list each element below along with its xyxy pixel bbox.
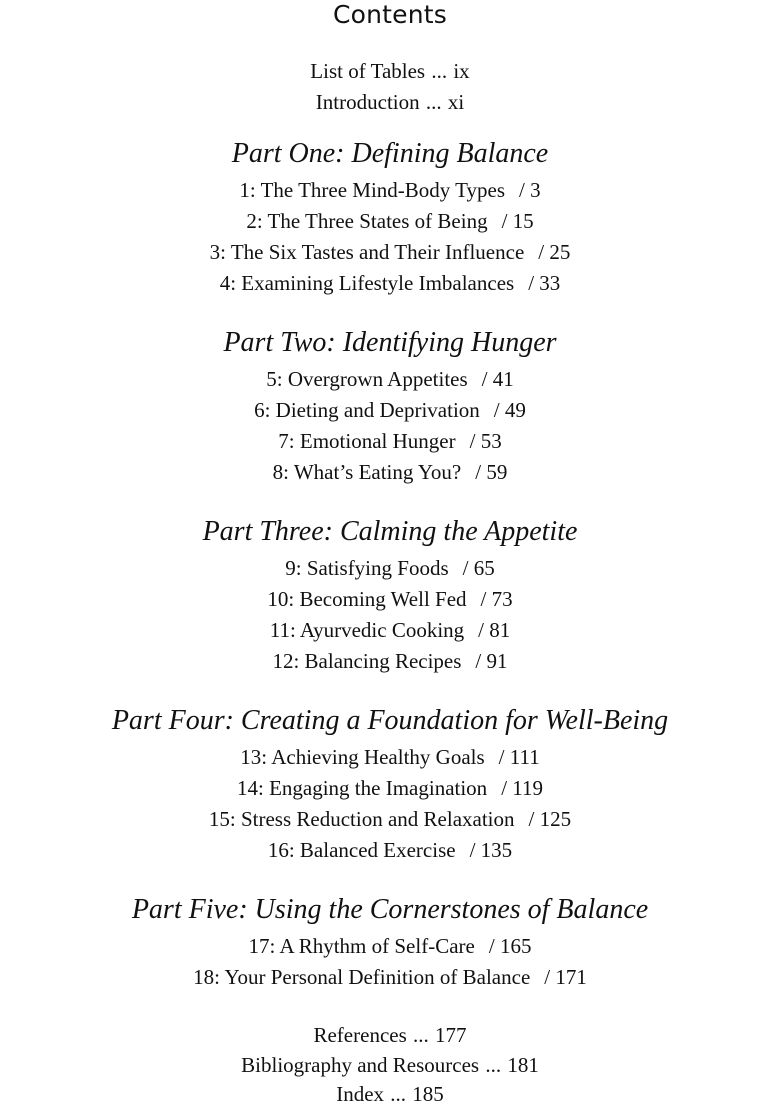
toc-entry-dots: ... bbox=[485, 1053, 502, 1077]
chapter-page: / 135 bbox=[469, 838, 513, 862]
toc-entry-chapter[interactable] bbox=[0, 237, 780, 268]
toc-entry-dots: ... bbox=[431, 59, 448, 83]
toc-entry-chapter[interactable] bbox=[0, 426, 780, 457]
chapter-page: / 53 bbox=[469, 429, 502, 453]
part-title: Part Three: Calming the Appetite bbox=[202, 516, 578, 547]
toc-entry-chapter[interactable] bbox=[0, 835, 780, 866]
chapter-page: / 91 bbox=[475, 649, 508, 673]
chapter-list bbox=[0, 553, 780, 677]
chapter-label: 3: The Six Tastes and Their Influence bbox=[209, 240, 525, 264]
toc-entry-list-of-tables[interactable] bbox=[0, 56, 780, 87]
chapter-page: / 171 bbox=[544, 965, 587, 989]
chapter-label: 14: Engaging the Imagination bbox=[236, 776, 488, 800]
toc-entry-chapter[interactable] bbox=[0, 773, 780, 804]
chapter-list bbox=[0, 742, 780, 866]
toc-entry-references[interactable] bbox=[0, 1020, 780, 1050]
chapter-page: / 59 bbox=[475, 460, 508, 484]
toc-entry-chapter[interactable] bbox=[0, 206, 780, 237]
chapter-page: / 49 bbox=[493, 398, 526, 422]
chapter-page: / 73 bbox=[480, 587, 513, 611]
chapter-list bbox=[0, 931, 780, 993]
toc-entry-dots: ... bbox=[390, 1082, 407, 1106]
toc-entry-chapter[interactable] bbox=[0, 175, 780, 206]
chapter-label: 8: What’s Eating You? bbox=[272, 460, 462, 484]
part-title: Part Five: Using the Cornerstones of Balance bbox=[131, 894, 649, 925]
toc-entry-chapter[interactable] bbox=[0, 804, 780, 835]
toc-entry-chapter[interactable] bbox=[0, 364, 780, 395]
chapter-label: 10: Becoming Well Fed bbox=[267, 587, 467, 611]
toc-entry-bibliography[interactable] bbox=[0, 1050, 780, 1080]
chapter-page: / 41 bbox=[481, 367, 514, 391]
chapter-page: / 33 bbox=[528, 271, 561, 295]
toc-entry-chapter[interactable] bbox=[0, 646, 780, 677]
chapter-page: / 165 bbox=[488, 934, 532, 958]
chapter-page: / 3 bbox=[519, 178, 541, 202]
chapter-label: 5: Overgrown Appetites bbox=[266, 367, 468, 391]
chapter-label: 6: Dieting and Deprivation bbox=[254, 398, 480, 422]
chapter-page: / 111 bbox=[498, 745, 540, 769]
toc-entry-chapter[interactable] bbox=[0, 553, 780, 584]
toc-entry-page: 181 bbox=[507, 1053, 539, 1077]
chapter-page: / 119 bbox=[501, 776, 543, 800]
toc-entry-page: 185 bbox=[412, 1082, 444, 1106]
chapter-label: 13: Achieving Healthy Goals bbox=[240, 745, 485, 769]
chapter-page: / 15 bbox=[501, 209, 534, 233]
chapter-list bbox=[0, 175, 780, 299]
chapter-label: 17: A Rhythm of Self-Care bbox=[248, 934, 475, 958]
chapter-list bbox=[0, 364, 780, 488]
chapter-label: 7: Emotional Hunger bbox=[278, 429, 456, 453]
toc-entry-title: Introduction bbox=[315, 90, 420, 114]
toc-entry-title: List of Tables bbox=[310, 59, 426, 83]
chapter-label: 11: Ayurvedic Cooking bbox=[269, 618, 465, 642]
toc-entry-title: Index bbox=[336, 1082, 385, 1106]
toc-entry-chapter[interactable] bbox=[0, 615, 780, 646]
toc-entry-title: Bibliography and Resources bbox=[241, 1053, 480, 1077]
toc-entry-title: References bbox=[313, 1023, 407, 1047]
part-title: Part Two: Identifying Hunger bbox=[223, 327, 557, 358]
chapter-page: / 25 bbox=[538, 240, 571, 264]
part-five-section bbox=[0, 893, 780, 993]
chapter-label: 4: Examining Lifestyle Imbalances bbox=[219, 271, 515, 295]
chapter-label: 16: Balanced Exercise bbox=[267, 838, 456, 862]
part-title: Part One: Defining Balance bbox=[231, 138, 549, 169]
toc-entry-page: xi bbox=[447, 90, 465, 114]
front-matter-list bbox=[0, 56, 780, 118]
chapter-label: 2: The Three States of Being bbox=[246, 209, 488, 233]
chapter-label: 1: The Three Mind-Body Types bbox=[239, 178, 506, 202]
toc-entry-dots: ... bbox=[413, 1023, 429, 1047]
toc-entry-chapter[interactable] bbox=[0, 962, 780, 993]
chapter-label: 12: Balancing Recipes bbox=[272, 649, 462, 673]
toc-entry-chapter[interactable] bbox=[0, 584, 780, 615]
toc-entry-page: 177 bbox=[435, 1023, 467, 1047]
part-two-section bbox=[0, 326, 780, 488]
toc-entry-index[interactable] bbox=[0, 1080, 780, 1108]
toc-entry-chapter[interactable] bbox=[0, 931, 780, 962]
toc-entry-chapter[interactable] bbox=[0, 395, 780, 426]
toc-entry-chapter[interactable] bbox=[0, 457, 780, 488]
part-one-section bbox=[0, 137, 780, 299]
toc-entry-chapter[interactable] bbox=[0, 268, 780, 299]
toc-entry-chapter[interactable] bbox=[0, 742, 780, 773]
part-four-section bbox=[0, 704, 780, 866]
chapter-label: 9: Satisfying Foods bbox=[285, 556, 449, 580]
chapter-page: / 125 bbox=[528, 807, 572, 831]
page-title: Contents bbox=[332, 0, 448, 29]
part-three-section bbox=[0, 515, 780, 677]
chapter-page: / 65 bbox=[462, 556, 495, 580]
toc-entry-introduction[interactable] bbox=[0, 87, 780, 118]
part-title: Part Four: Creating a Foundation for Well-Being bbox=[111, 705, 669, 736]
chapter-page: / 81 bbox=[478, 618, 511, 642]
chapter-label: 15: Stress Reduction and Relaxation bbox=[208, 807, 515, 831]
toc-entry-dots: ... bbox=[425, 90, 442, 114]
chapter-label: 18: Your Personal Definition of Balance bbox=[193, 965, 531, 989]
back-matter-list bbox=[0, 1020, 780, 1108]
toc-entry-page: ix bbox=[453, 59, 470, 83]
